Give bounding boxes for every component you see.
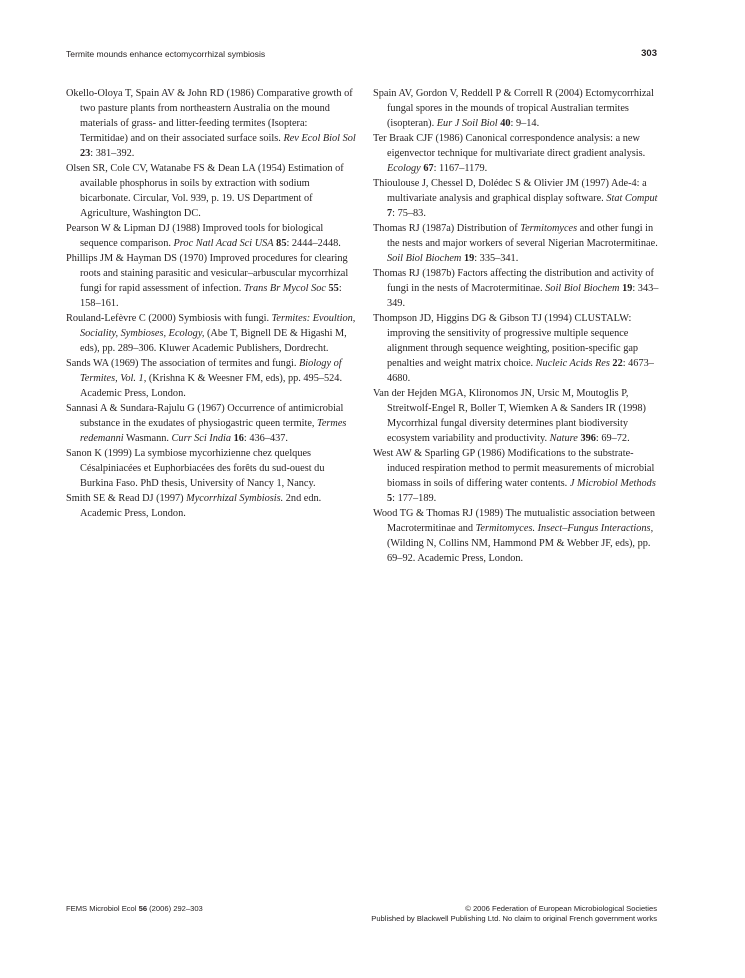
running-header (66, 49, 657, 63)
reference-column-right (373, 86, 659, 566)
footer-journal: FEMS Microbiol Ecol 56 (2006) 292–303 (66, 904, 203, 913)
reference-entry: Smith SE & Read DJ (1997) Mycorrhizal Symbiosis. 2nd edn. Academic Press, London. (66, 493, 322, 519)
reference-entry: Sands WA (1969) The association of termites and fungi. Biology of Termites, Vol. 1, (Krishna K & Weesner FM, eds), pp. 495–524. Academic Press, London. (66, 358, 343, 399)
publisher-line: Published by Blackwell Publishing Ltd. No claim to original French government works (371, 914, 657, 923)
reference-entry: Wood TG & Thomas RJ (1989) The mutualistic association between Macrotermitinae and Termitomyces. Insect–Fungus Interactions, (Wilding N, Collins NM, Hammond PM & Webber JF, eds), pp. 69–92. Academic Press, London. (373, 508, 656, 564)
reference-entry: Spain AV, Gordon V, Reddell P & Correll R (2004) Ectomycorrhizal fungal spores in the mounds of tropical Australian termites (isopteran). Eur J Soil Biol 40: 9–14. (373, 88, 654, 129)
reference-entry: Sannasi A & Sundara-Rajulu G (1967) Occurrence of antimicrobial substance in the exudates of physiogastric queen termite, Termes redemanni Wasmann. Curr Sci India 16: 436–437. (66, 403, 347, 444)
running-title: Termite mounds enhance ectomycorrhizal symbiosis (66, 49, 266, 59)
reference-entry: Thomas RJ (1987a) Distribution of Termitomyces and other fungi in the nests and major workers of several Nigerian Macrotermitinae. Soil Biol Biochem 19: 335–341. (373, 223, 658, 264)
reference-entry: Thioulouse J, Chessel D, Dolédec S & Olivier JM (1997) Ade-4: a multivariate analysis and graphical display software. Stat Comput 7: 75–83. (373, 178, 658, 219)
reference-entry: Phillips JM & Hayman DS (1970) Improved procedures for clearing roots and staining parasitic and vesicular–arbuscular mycorrhizal fungi for rapid assessment of infection. Trans Br Mycol Soc 55: 158–161. (66, 253, 349, 309)
reference-entry: Ter Braak CJF (1986) Canonical correspondence analysis: a new eigenvector technique for multivariate direct gradient analysis. Ecology 67: 1167–1179. (373, 133, 646, 174)
reference-entry: Thompson JD, Higgins DG & Gibson TJ (1994) CLUSTALW: improving the sensitivity of progressive multiple sequence alignment through sequence weighting, position-specific gap penalties and weight matrix choice. Nucleic Acids Res 22: 4673–4680. (373, 313, 654, 384)
reference-entry: Rouland-Lefèvre C (2000) Symbiosis with fungi. Termites: Evoultion, Sociality, Symbioses, Ecology, (Abe T, Bignell DE & Higashi M, eds), pp. 289–306. Kluwer Academic Publishers, Dordrecht. (66, 313, 356, 354)
reference-column-left (66, 86, 356, 521)
reference-entry: Van der Hejden MGA, Klironomos JN, Ursic M, Moutoglis P, Streitwolf-Engel R, Boller T, Wiemken A & Sanders IR (1998) Mycorrhizal fungal diversity determines plant biodiversity ecosystem variability and productivity. Nature 396: 69–72. (373, 388, 646, 444)
reference-entry: Thomas RJ (1987b) Factors affecting the distribution and activity of fungi in the nests of Macrotermitinae. Soil Biol Biochem 19: 343–349. (373, 268, 659, 309)
copyright-line: © 2006 Federation of European Microbiological Societies (465, 904, 657, 913)
reference-entry: Olsen SR, Cole CV, Watanabe FS & Dean LA (1954) Estimation of available phosphorus in soils by extraction with sodium bicarbonate. Circular, Vol. 939, p. 19. US Department of Agriculture, Washington DC. (66, 163, 344, 219)
reference-entry: Sanon K (1999) La symbiose mycorhizienne chez quelques Césalpiniacées et Euphorbiacées des forêts du sud-ouest du Burkina Faso. PhD thesis, University of Nancy 1, Nancy. (66, 448, 325, 489)
reference-entry: Okello-Oloya T, Spain AV & John RD (1986) Comparative growth of two pasture plants from northeastern Australia on the mound materials of grass- and litter-feeding termites (Isoptera: Termitidae) and on their associated surface soils. Rev Ecol Biol Sol 23: 381–392. (66, 88, 356, 159)
reference-entry: Pearson W & Lipman DJ (1988) Improved tools for biological sequence comparison. Proc Natl Acad Sci USA 85: 2444–2448. (66, 223, 341, 249)
reference-entry: West AW & Sparling GP (1986) Modifications to the substrate-induced respiration method to permit measurements of microbial biomass in soils of differing water contents. J Microbiol Methods 5: 177–189. (373, 448, 656, 504)
page-number: 303 (641, 48, 657, 59)
footer-copyright (371, 904, 657, 924)
